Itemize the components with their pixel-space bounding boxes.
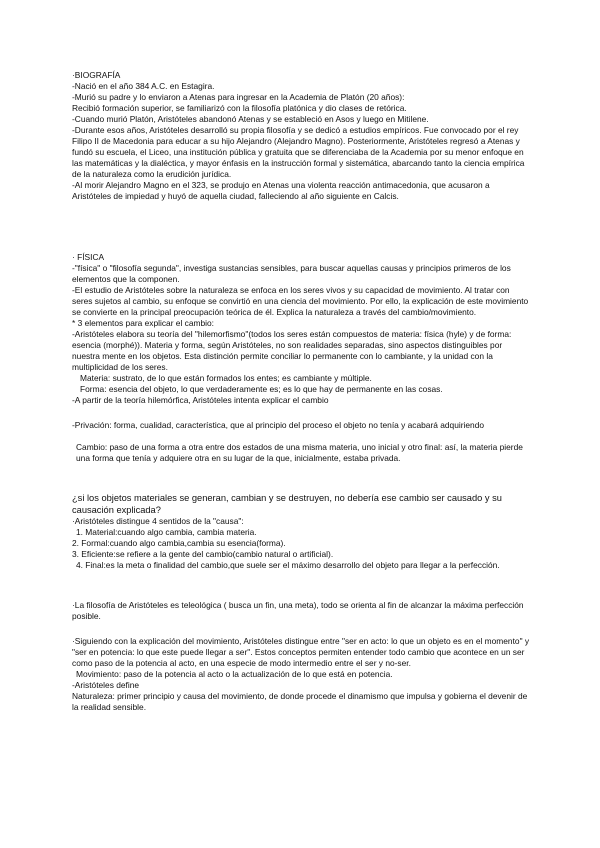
- paragraph: -A partir de la teoría hilemórfica, Aristóteles intenta explicar el cambio: [72, 395, 329, 405]
- paragraph: ·La filosofía de Aristóteles es teleológica ( busca un fin, una meta), todo se orienta al fin de alcanzar la máxima perfección posible.: [72, 600, 524, 621]
- section-fisica: [72, 252, 530, 406]
- section-heading: ·BIOGRAFÍA: [72, 70, 121, 80]
- definition-materia: Materia: sustrato, de lo que están formados los entes; es cambiante y múltiple.: [80, 373, 372, 383]
- list-item: 1. Material:cuando algo cambia, cambia materia.: [76, 527, 257, 537]
- list-item: 4. Final:es la meta o finalidad del cambio,que suele ser el máximo desarrollo del objeto para llegar a la perfección.: [76, 560, 500, 570]
- definition-cambio: Cambio: paso de una forma a otra entre dos estados de una misma materia, uno inicial y otro final: así, la materia pierde una forma que tenía y adquiere otra en su lugar de la que, inicialmente, estaba privada.: [76, 442, 523, 463]
- paragraph: -Murió su padre y lo enviaron a Atenas para ingresar en la Academia de Platón (20 años):: [72, 92, 405, 102]
- definition-movimiento: Movimiento: paso de la potencia al acto o la actualización de lo que está en potencia.: [76, 669, 393, 679]
- paragraph: -Durante esos años, Aristóteles desarrolló su propia filosofía y se dedicó a estudios empíricos. Fue convocado por el rey Filipo II de Macedonia para educar a su hijo Alejandro (Alejandro Magno). Posteriormente, Aristóteles regresó a Atenas y fundó su escuela, el Liceo, una institución pública y gratuita que se diferenciaba de la Academia por su menor enfoque en las matemáticas y la dialéctica, y mayor énfasis en la instrucción formal y sistemática, abarcando tanto la ciencia empírica de la naturaleza como la erudición jurídica.: [72, 125, 525, 179]
- paragraph: ·Siguiendo con la explicación del movimiento, Aristóteles distingue entre "ser en acto: lo que un objeto es en el momento" y "ser en potencia: lo que este puede llegar a ser". Estos conceptos permiten entender todo cambio que acontece en un ser como paso de la potencia al acto, en una especie de modo intermedio entre el ser y no-ser.: [72, 636, 530, 668]
- list-item: 3. Eficiente:se refiere a la gente del cambio(cambio natural o artificial).: [72, 549, 334, 559]
- paragraph: ·Aristóteles distingue 4 sentidos de la "causa":: [72, 516, 244, 526]
- paragraph: -El estudio de Aristóteles sobre la naturaleza se enfoca en los seres vivos y su capacidad de movimiento. Al tratar con seres sujetos al cambio, su enfoque se convirtió en una ciencia del movimiento. Por ello, la explicación de este movimiento se convierte en la principal preocupación teórica de él. Explica la naturaleza a través del cambio/movimiento.: [72, 285, 529, 317]
- definition-forma: Forma: esencia del objeto, lo que verdaderamente es; es lo que hay de permanente en las cosas.: [80, 384, 443, 394]
- paragraph: -Al morir Alejandro Magno en el 323, se produjo en Atenas una violenta reacción antimacedonia, que acusaron a Aristóteles de impiedad y huyó de aquella ciudad, falleciendo al año siguiente en Calcis.: [72, 180, 490, 201]
- definition-privacion: -Privación: forma, cualidad, característica, que al principio del proceso el objeto no tenía y acabará adquiriendo: [72, 420, 485, 430]
- list-item: 2. Formal:cuando algo cambia,cambia su esencia(forma).: [72, 538, 286, 548]
- section-causas: [72, 492, 530, 571]
- definition-privacion-block: [72, 420, 530, 431]
- paragraph: Recibió formación superior, se familiarizó con la filosofía platónica y dio clases de retórica.: [72, 103, 407, 113]
- question: ¿si los objetos materiales se generan, cambian y se destruyen, no debería ese cambio ser causado y su causación explicada?: [72, 493, 502, 515]
- definition-naturaleza: Naturaleza: primer principio y causa del movimiento, de donde procede el dinamismo que impulsa y gobierna el devenir de la realidad sensible.: [72, 691, 528, 712]
- paragraph: -Aristóteles elabora su teoría del "hilemorfismo"(todos los seres están compuestos de materia: física (hyle) y de forma: esencia (morphé)). Materia y forma, según Aristóteles, no son realidades separadas, sino aspectos distinguibles por nuestra mente en los objetos. Esta distinción permite conciliar lo permanente con lo cambiante, y la unidad con la multiplicidad de los seres.: [72, 329, 512, 372]
- section-movimiento: [72, 636, 530, 713]
- definition-cambio-block: [72, 442, 530, 464]
- section-biografia: [72, 70, 530, 202]
- paragraph: -"física" o "filosofía segunda", investiga sustancias sensibles, para buscar aquellas causas y principios primeros de los elementos que la componen.: [72, 263, 511, 284]
- paragraph: -Nació en el año 384 A.C. en Estagira.: [72, 81, 215, 91]
- section-heading: · FÍSICA: [72, 252, 105, 262]
- paragraph: -Aristóteles define: [72, 680, 140, 690]
- paragraph: * 3 elementos para explicar el cambio:: [72, 318, 214, 328]
- section-teleologia: [72, 600, 530, 622]
- paragraph: -Cuando murió Platón, Aristóteles abandonó Atenas y se estableció en Asos y luego en Mitilene.: [72, 114, 429, 124]
